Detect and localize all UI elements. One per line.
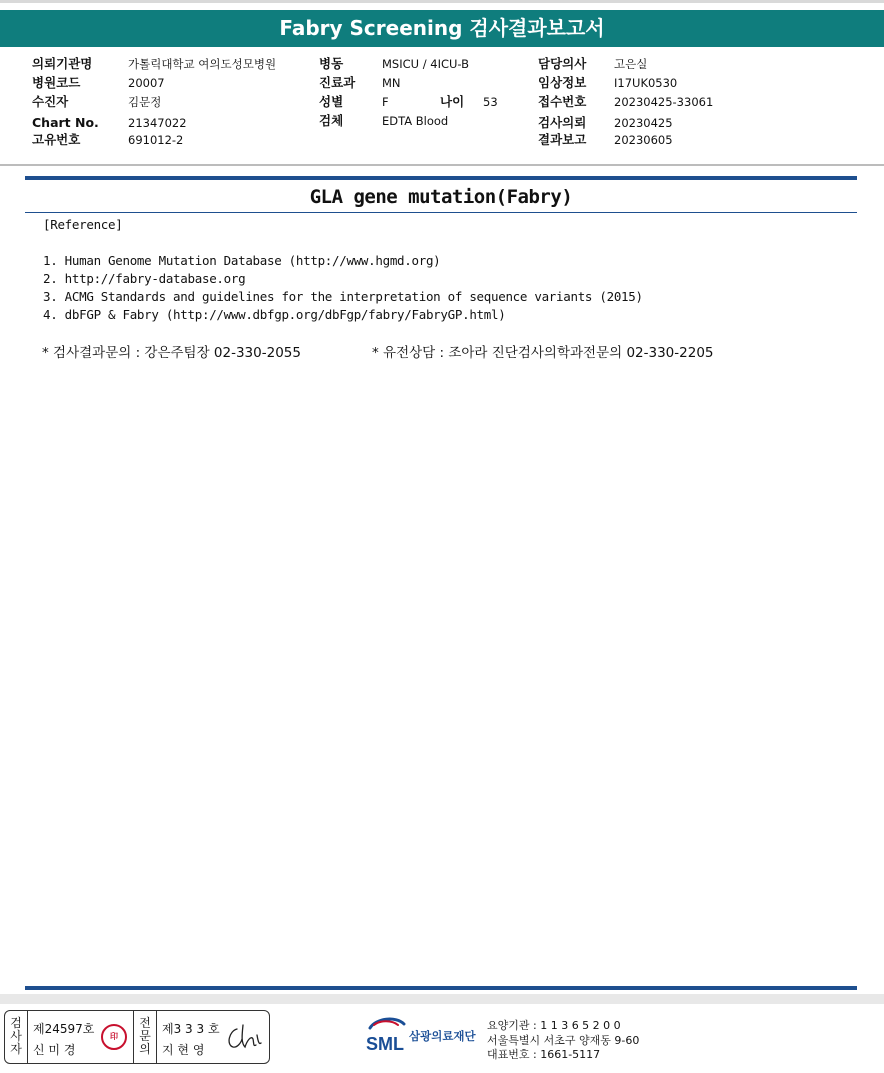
label-sex: 성별	[319, 94, 344, 109]
info-divider	[0, 164, 884, 166]
value-report-date: 20230605	[614, 133, 673, 147]
label-age: 나이	[440, 94, 465, 109]
doctor-signature-icon	[223, 1021, 263, 1055]
label-receipt-no: 접수번호	[538, 94, 587, 109]
contact-test-result: * 검사결과문의 : 강은주팀장 02-330-2055	[42, 345, 301, 361]
logo-text: SML	[366, 1034, 404, 1054]
top-border	[0, 0, 884, 3]
value-hospital-code: 20007	[128, 76, 165, 90]
stamp-text: 印	[110, 1032, 118, 1041]
section-title: GLA gene mutation(Fabry)	[309, 186, 573, 208]
label-department: 진료과	[319, 75, 356, 90]
value-patient-name: 김문정	[128, 95, 162, 109]
org-name: 삼광의료재단	[409, 1029, 476, 1043]
value-request-date: 20230425	[614, 116, 673, 130]
doctor-name: 지 현 영	[162, 1043, 205, 1057]
examiner-license-no: 제24597호	[33, 1022, 95, 1036]
reference-item: 1. Human Genome Mutation Database (http://www.hgmd.org)	[43, 253, 441, 268]
value-unique-no: 691012-2	[128, 133, 184, 147]
label-hospital-code: 병원코드	[32, 75, 81, 90]
section-bottom-rule	[25, 986, 857, 990]
footer-band	[0, 994, 884, 1004]
value-department: MN	[382, 76, 401, 90]
examiner-label-text: 검 사 자	[10, 1016, 22, 1056]
reference-heading: [Reference]	[43, 217, 123, 232]
value-sex: F	[382, 95, 389, 109]
reference-item: 3. ACMG Standards and guidelines for the interpretation of sequence variants (2015)	[43, 289, 643, 304]
label-specimen: 검체	[319, 113, 344, 128]
label-doctor: 담당의사	[538, 56, 587, 71]
value-age: 53	[483, 95, 498, 109]
reference-item: 2. http://fabry-database.org	[43, 271, 246, 286]
section-top-rule	[25, 176, 857, 180]
doctor-license-no: 제3 3 3 호	[162, 1022, 220, 1036]
doctor-label-text: 전 문 의	[139, 1016, 151, 1056]
value-clinical: I17UK0530	[614, 76, 678, 90]
label-patient-name: 수진자	[32, 94, 69, 109]
footer-institution-code: 요양기관 : 1 1 3 6 5 2 0 0	[487, 1019, 621, 1032]
sml-logo-icon	[366, 1016, 408, 1056]
examiner-label	[5, 1011, 28, 1063]
doctor-label	[133, 1011, 157, 1063]
value-ward: MSICU / 4ICU-B	[382, 57, 470, 71]
label-clinical: 임상정보	[538, 75, 587, 90]
contact-genetic-counseling: * 유전상담 : 조아라 진단검사의학과전문의 02-330-2205	[372, 345, 714, 361]
signature-box	[4, 1010, 270, 1064]
footer-phone: 대표번호 : 1661-5117	[487, 1048, 601, 1061]
label-unique-no: 고유번호	[32, 132, 81, 147]
value-specimen: EDTA Blood	[382, 114, 449, 128]
reference-item: 4. dbFGP & Fabry (http://www.dbfgp.org/dbFgp/fabry/FabryGP.html)	[43, 307, 506, 322]
examiner-name: 신 미 경	[33, 1043, 76, 1057]
value-receipt-no: 20230425-33061	[614, 95, 714, 109]
footer-address: 서울특별시 서초구 양재동 9-60	[487, 1034, 640, 1047]
section-title-underline	[25, 212, 857, 213]
report-title: Fabry Screening 검사결과보고서	[0, 10, 884, 47]
examiner-stamp-icon	[101, 1024, 127, 1050]
label-report-date: 결과보고	[538, 132, 587, 147]
label-hospital-name: 의뢰기관명	[32, 56, 93, 71]
value-chart-no: 21347022	[128, 116, 187, 130]
value-hospital-name: 가톨릭대학교 여의도성모병원	[128, 57, 277, 71]
value-doctor: 고은실	[614, 57, 648, 71]
label-ward: 병동	[319, 56, 344, 71]
label-chart-no: Chart No.	[32, 115, 99, 130]
label-request-date: 검사의뢰	[538, 115, 587, 130]
